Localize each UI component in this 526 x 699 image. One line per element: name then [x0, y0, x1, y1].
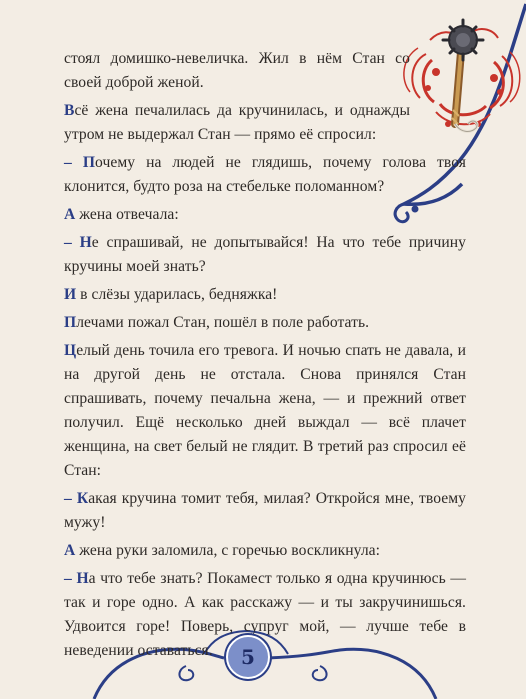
paragraph [64, 231, 466, 279]
paragraph [64, 539, 466, 563]
paragraph-lead: – Н [64, 570, 89, 587]
paragraph-text: в слёзы ударилась, бедняжка! [76, 286, 278, 303]
paragraph-text: акая кручина томит тебя, милая? Откройся мне, твоему мужу! [64, 490, 466, 531]
paragraph-lead: И [64, 286, 77, 303]
paragraph-text: стоял домишко-невеличка. Жил в нём Стан со своей доброй женой. [64, 50, 410, 91]
page-number: 5 [241, 645, 255, 669]
paragraph-text: жена руки заломила, с горечью воскликнула: [75, 542, 381, 559]
paragraph-text: лечами пожал Стан, пошёл в поле работать. [76, 314, 370, 331]
paragraph-lead: П [64, 314, 77, 331]
paragraph-lead: – К [64, 490, 89, 507]
paragraph [64, 203, 466, 227]
story-text [64, 47, 466, 667]
paragraph [64, 339, 466, 483]
paragraph-text: очему на людей не глядишь, почему голова твоя клонится, будто роза на стебельке поломанном? [64, 154, 466, 195]
paragraph [64, 99, 410, 147]
paragraph-lead: – П [64, 154, 96, 171]
paragraph-lead: В [64, 102, 75, 119]
paragraph-lead: – Н [64, 234, 92, 251]
paragraph [64, 283, 466, 307]
paragraph [64, 311, 466, 335]
paragraph-lead: Ц [64, 342, 77, 359]
paragraph-lead: А [64, 542, 76, 559]
paragraph [64, 151, 466, 199]
page-number-badge [226, 635, 270, 679]
paragraph-text: сё жена печалилась да кручинилась, и однажды утром не выдержал Стан — прямо её спросил: [64, 102, 410, 143]
paragraph-text: елый день точила его тревога. И ночью спать не давала, и на другой день не отстала. Снова принялся Стан спрашивать, почему печальна жена, — и прежний ответ получил. Ещё несколько дней выждал — всё плачет женщина, на свет белый не глядит. В третий раз спросил её Стан: [64, 342, 466, 479]
paragraph-text: жена отвечала: [75, 206, 179, 223]
bottom-curl-right [313, 666, 327, 680]
paragraph [64, 487, 466, 535]
paragraph-lead: А [64, 206, 76, 223]
paragraph-text: а что тебе знать? Покамест только я одна кручинюсь — так и горе одно. А как расскажу — и ты закручинишься. Удвоится горе! Поверь, супруг мой, — лучше тебе в неведении оставаться. [64, 570, 466, 659]
floral-ornament [404, 29, 520, 127]
mace-icon [443, 20, 483, 131]
bottom-curl-left [179, 666, 193, 680]
paragraph [64, 47, 410, 95]
paragraph-text: е спрашивай, не допытывайся! На что тебе причину кручины моей знать? [64, 234, 466, 275]
